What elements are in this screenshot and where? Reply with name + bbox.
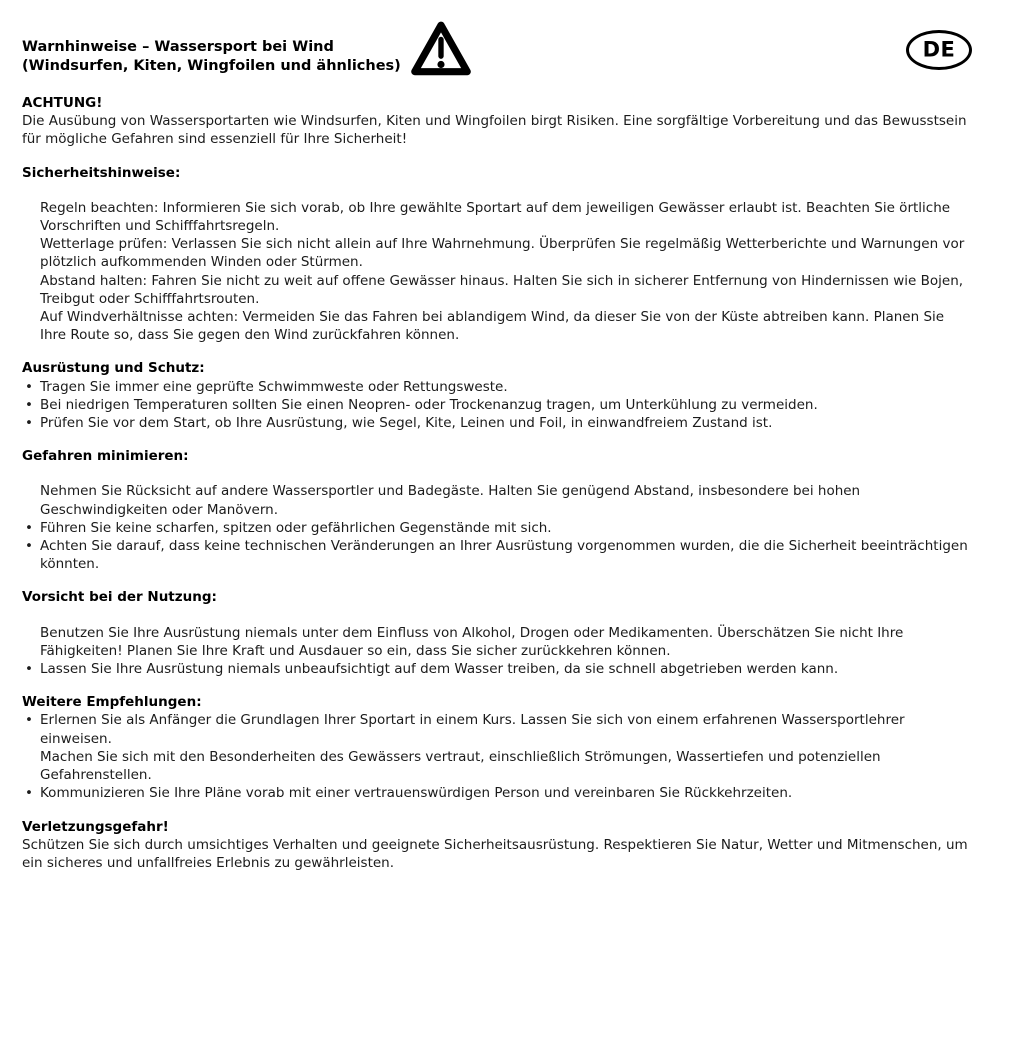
list-item-text: Erlernen Sie als Anfänger die Grundlagen Ihrer Sportart in einem Kurs. Lassen Sie sich von einem erfahrenen Wassersportlehrer einweisen. xyxy=(40,712,905,747)
gefahren-bullet-list xyxy=(22,519,972,574)
sicherheitshinweise-list xyxy=(22,199,972,345)
ausruestung-bullet-list xyxy=(22,378,972,433)
warning-triangle-icon xyxy=(410,19,472,79)
vorsicht-bullet-list xyxy=(22,660,972,678)
section-verletzungsgefahr xyxy=(22,818,972,873)
verletzungsgefahr-heading: Verletzungsgefahr! xyxy=(22,818,169,835)
weitere-bullet-list xyxy=(22,711,972,802)
language-badge xyxy=(906,30,972,70)
hint-paragraph: Auf Windverhältnisse achten: Vermeiden Sie das Fahren bei ablandigem Wind, da dieser Sie von der Küste abtreiben kann. Planen Sie Ihre Route so, dass Sie gegen den Wind zurückfahren können. xyxy=(40,309,945,344)
page-title-line1: Warnhinweise – Wassersport bei Wind xyxy=(22,39,334,55)
hint-paragraph: Abstand halten: Fahren Sie nicht zu weit auf offene Gewässer hinaus. Halten Sie sich in sicherer Entfernung von Hindernissen wie Bojen, Treibgut oder Schifffahrtsrouten. xyxy=(40,272,964,307)
hint-paragraph: Wetterlage prüfen: Verlassen Sie sich nicht allein auf Ihre Wahrnehmung. Überprüfen Sie regelmäßig Wetterberichte und Warnungen vor plötzlich aufkommenden Winden oder Stürmen. xyxy=(40,236,965,271)
achtung-paragraph: Die Ausübung von Wassersportarten wie Windsurfen, Kiten und Wingfoilen birgt Risiken. Eine sorgfältige Vorbereitung und das Bewusstsein für mögliche Gefahren sind essenziell für Ihre Sicherheit! xyxy=(22,113,967,148)
verletzungsgefahr-paragraph: Schützen Sie sich durch umsichtiges Verhalten und geeignete Sicherheitsausrüstung. Respektieren Sie Natur, Wetter und Mitmenschen, um ein sicheres und unfallfreies Erlebnis zu gewährleisten. xyxy=(22,836,968,871)
sicherheitshinweise-heading: Sicherheitshinweise: xyxy=(22,164,181,181)
page-title xyxy=(22,19,401,75)
weitere-heading: Weitere Empfehlungen: xyxy=(22,694,202,711)
list-item: • Führen Sie keine scharfen, spitzen oder gefährlichen Gegenstände mit sich. xyxy=(22,519,972,537)
document-page xyxy=(0,19,1020,872)
vorsicht-intro: Benutzen Sie Ihre Ausrüstung niemals unter dem Einfluss von Alkohol, Drogen oder Medikamenten. Überschätzen Sie nicht Ihre Fähigkeiten! Planen Sie Ihre Kraft und Ausdauer so ein, dass Sie sicher zurückkehren können. xyxy=(40,624,904,659)
list-item: • Lassen Sie Ihre Ausrüstung niemals unbeaufsichtigt auf dem Wasser treiben, da sie schnell abgetrieben werden kann. xyxy=(22,660,972,678)
section-weitere-empfehlungen xyxy=(22,693,972,802)
list-item xyxy=(22,711,972,784)
page-title-line2: (Windsurfen, Kiten, Wingfoilen und ähnliches) xyxy=(22,57,401,74)
list-item: • Kommunizieren Sie Ihre Pläne vorab mit einer vertrauenswürdigen Person und vereinbaren Sie Rückkehrzeiten. xyxy=(22,784,972,802)
section-ausruestung xyxy=(22,359,972,432)
section-gefahren xyxy=(22,447,972,573)
language-badge-label: DE xyxy=(922,37,956,62)
achtung-heading: ACHTUNG! xyxy=(22,95,103,111)
ausruestung-heading: Ausrüstung und Schutz: xyxy=(22,360,205,377)
vorsicht-heading: Vorsicht bei der Nutzung: xyxy=(22,589,217,606)
list-item: • Prüfen Sie vor dem Start, ob Ihre Ausrüstung, wie Segel, Kite, Leinen und Foil, in einwandfreiem Zustand ist. xyxy=(22,414,972,432)
section-vorsicht xyxy=(22,588,972,678)
gefahren-intro: Nehmen Sie Rücksicht auf andere Wassersportler und Badegäste. Halten Sie genügend Abstand, insbesondere bei hohen Geschwindigkeiten oder Manövern. xyxy=(40,483,861,518)
list-item: • Bei niedrigen Temperaturen sollten Sie einen Neopren- oder Trockenanzug tragen, um Unterkühlung zu vermeiden. xyxy=(22,396,972,414)
section-sicherheitshinweise xyxy=(22,164,972,345)
section-achtung xyxy=(22,94,972,149)
gefahren-heading: Gefahren minimieren: xyxy=(22,448,189,465)
hint-paragraph: Regeln beachten: Informieren Sie sich vorab, ob Ihre gewählte Sportart auf dem jeweiligen Gewässer erlaubt ist. Beachten Sie örtliche Vorschriften und Schifffahrtsregeln. xyxy=(40,199,951,235)
list-item-continuation: Machen Sie sich mit den Besonderheiten des Gewässers vertraut, einschließlich Strömungen, Wassertiefen und potenziellen Gefahrenstellen. xyxy=(40,748,881,784)
list-item: • Achten Sie darauf, dass keine technischen Veränderungen an Ihrer Ausrüstung vorgenommen wurden, die die Sicherheit beeinträchtigen könnten. xyxy=(22,537,972,573)
list-item: • Tragen Sie immer eine geprüfte Schwimmweste oder Rettungsweste. xyxy=(22,378,972,396)
document-header xyxy=(22,19,972,81)
